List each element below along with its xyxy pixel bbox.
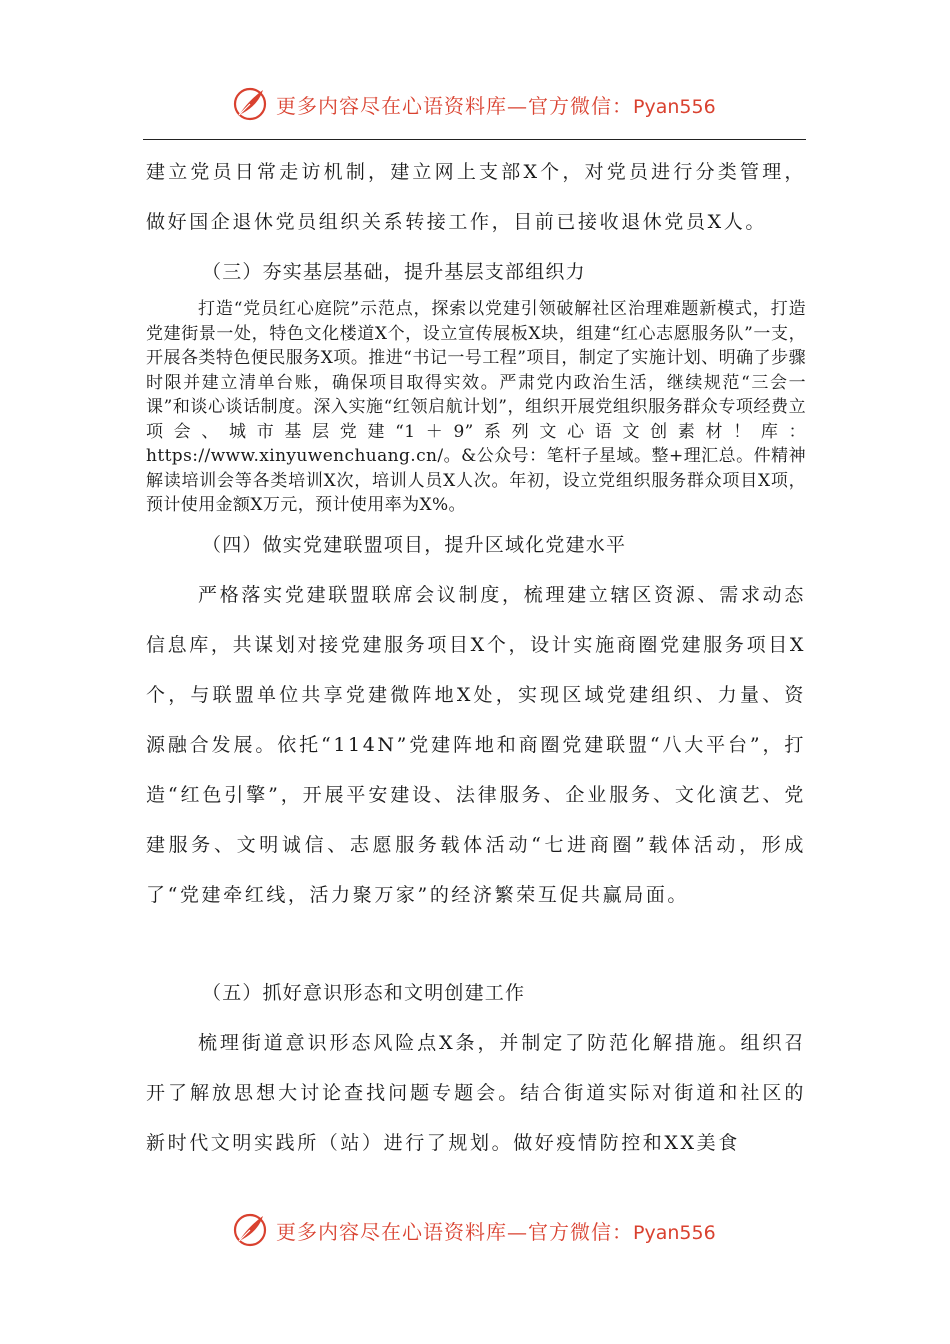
watermark-contact: Pyan556 — [633, 1221, 716, 1244]
paragraph-4 — [146, 1018, 806, 1168]
paragraph-1 — [146, 147, 806, 247]
header-watermark — [230, 82, 750, 126]
section-heading-3 — [146, 247, 806, 297]
paragraph-2 — [146, 297, 806, 518]
quill-logo-icon — [230, 84, 270, 124]
heading-text: （五）抓好意识形态和文明创建工作 — [202, 982, 526, 1004]
paragraph-text: 严格落实党建联盟联席会议制度，梳理建立辖区资源、需求动态信息库，共谋划对接党建服务项目X个，设计实施商圈党建服务项目X个，与联盟单位共享党建微阵地X处，实现区域党建组织、力量、资源融合发展。依托“114N”党建阵地和商圈党建联盟“八大平台”，打造“红色引擎”，开展平安建设、法律服务、企业服务、文化演艺、党建服务、文明诚信、志愿服务载体活动“七进商圈”载体活动，形成了“党建牵红线，活力聚万家”的经济繁荣互促共赢局面。 — [146, 584, 806, 906]
paragraph-3 — [146, 570, 806, 920]
section-heading-4 — [146, 520, 806, 570]
paragraph-text: 打造“党员红心庭院”示范点，探索以党建引领破解社区治理难题新模式，打造党建街景一处，特色文化楼道X个，设立宣传展板X块，组建“红心志愿服务队”一支，开展各类特色便民服务X项。推进“书记一号工程”项目，制定了实施计划、明确了步骤时限并建立清单台账，确保项目取得实效。严肃党内政治生活，继续规范“三会一课”和谈心谈话制度。深入实施“红领启航计划”，组织开展党组织服务群众专项经费立项会、城市基层党建“1＋9”系列文心语文创素材！库：https://www.xinyuwenchuang.cn/。&公众号：笔杆子星域。整+理汇总。件精神解读培训会等各类培训X次，培训人员X人次。年初，设立党组织服务群众项目X项，预计使用金额X万元，预计使用率为X%。 — [146, 299, 806, 515]
heading-text: （三）夯实基层基础，提升基层支部组织力 — [202, 261, 586, 283]
header-rule — [143, 139, 806, 140]
section-heading-5 — [146, 968, 806, 1018]
heading-text: （四）做实党建联盟项目，提升区域化党建水平 — [202, 534, 627, 556]
watermark-text: 更多内容尽在心语资料库—官方微信：Pyan556 — [276, 93, 716, 118]
paragraph-text: 梳理街道意识形态风险点X条，并制定了防范化解措施。组织召开了解放思想大讨论查找问题专题会。结合街道实际对街道和社区的新时代文明实践所（站）进行了规划。做好疫情防控和XX美食 — [146, 1032, 806, 1154]
watermark-contact: Pyan556 — [633, 95, 716, 118]
quill-logo-icon — [230, 1210, 270, 1250]
paragraph-text: 建立党员日常走访机制，建立网上支部X个，对党员进行分类管理，做好国企退休党员组织关系转接工作，目前已接收退休党员X人。 — [146, 161, 806, 233]
footer-watermark — [230, 1208, 750, 1252]
watermark-text: 更多内容尽在心语资料库—官方微信：Pyan556 — [276, 1219, 716, 1244]
